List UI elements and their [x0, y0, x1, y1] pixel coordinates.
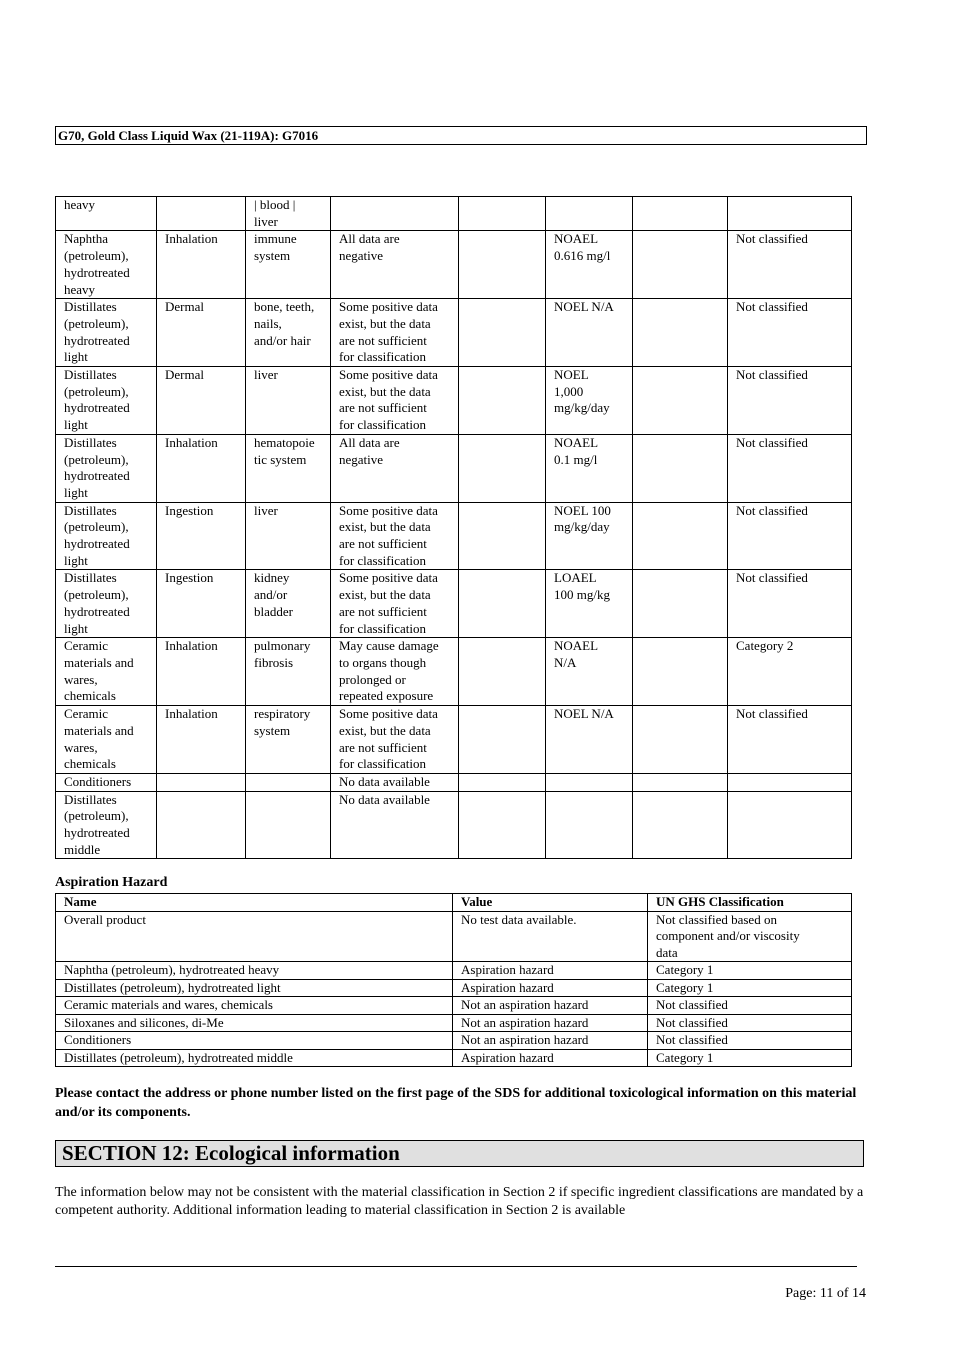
table-cell: liver — [246, 367, 331, 435]
table-cell: Aspiration hazard — [453, 962, 648, 980]
table-cell — [633, 706, 728, 774]
table-cell: hematopoie tic system — [246, 434, 331, 502]
table-cell — [459, 706, 546, 774]
table-cell: Inhalation — [157, 434, 246, 502]
table-row — [56, 1032, 852, 1050]
table-cell: Not classified — [728, 434, 852, 502]
table-cell: NOEL 1,000 mg/kg/day — [546, 367, 633, 435]
table-row — [56, 570, 852, 638]
table-cell — [459, 570, 546, 638]
table-cell — [546, 773, 633, 791]
table-cell — [728, 791, 852, 859]
table-cell: Ceramic materials and wares, chemicals — [56, 638, 157, 706]
table-cell: Conditioners — [56, 773, 157, 791]
table-cell: Not an aspiration hazard — [453, 1014, 648, 1032]
table-cell: Some positive data exist, but the data are not sufficient for classification — [331, 299, 459, 367]
contact-note: Please contact the address or phone number listed on the first page of the SDS for additional toxicological information on this material and/or its components. — [55, 1086, 857, 1120]
table-cell: Not classified based on component and/or viscosity data — [648, 911, 852, 962]
page-number: Page: 11 of 14 — [785, 1286, 866, 1301]
table-cell — [633, 502, 728, 570]
table-cell: Ceramic materials and wares, chemicals — [56, 997, 453, 1015]
table-cell — [157, 791, 246, 859]
footer-divider — [55, 1266, 857, 1267]
table-cell: Distillates (petroleum), hydrotreated middle — [56, 1049, 453, 1067]
table-cell: Not classified — [728, 231, 852, 299]
table-cell — [728, 197, 852, 231]
table-cell: pulmonary fibrosis — [246, 638, 331, 706]
table-cell: Ingestion — [157, 502, 246, 570]
table-cell: Not classified — [648, 1014, 852, 1032]
table-cell: NOAEL 0.616 mg/l — [546, 231, 633, 299]
table-cell — [246, 773, 331, 791]
table-cell: Inhalation — [157, 231, 246, 299]
table-cell — [459, 638, 546, 706]
table-cell: All data are negative — [331, 231, 459, 299]
table-cell — [633, 231, 728, 299]
table-row — [56, 502, 852, 570]
table-cell: Category 2 — [728, 638, 852, 706]
table-cell: Not classified — [728, 367, 852, 435]
table-cell: Aspiration hazard — [453, 1049, 648, 1067]
table-cell: Overall product — [56, 911, 453, 962]
table-cell: Distillates (petroleum), hydrotreated light — [56, 502, 157, 570]
table-cell — [633, 434, 728, 502]
table-row — [56, 638, 852, 706]
table-cell: Not an aspiration hazard — [453, 997, 648, 1015]
table-cell — [459, 502, 546, 570]
table-row — [56, 773, 852, 791]
table-row — [56, 367, 852, 435]
table-row — [56, 706, 852, 774]
table-cell: Ingestion — [157, 570, 246, 638]
table-cell: heavy — [56, 197, 157, 231]
table-cell — [546, 197, 633, 231]
table-row — [56, 299, 852, 367]
table-cell — [633, 773, 728, 791]
table-cell: Distillates (petroleum), hydrotreated light — [56, 570, 157, 638]
table-cell — [459, 434, 546, 502]
table-cell — [633, 570, 728, 638]
table-cell — [459, 299, 546, 367]
table-cell: Conditioners — [56, 1032, 453, 1050]
table-row — [56, 1014, 852, 1032]
table-row — [56, 962, 852, 980]
table-cell: NOEL N/A — [546, 299, 633, 367]
table-cell: Some positive data exist, but the data are not sufficient for classification — [331, 706, 459, 774]
table-cell: NOEL N/A — [546, 706, 633, 774]
table-cell: Distillates (petroleum), hydrotreated light — [56, 299, 157, 367]
table-cell: Not classified — [728, 299, 852, 367]
table-cell: kidney and/or bladder — [246, 570, 331, 638]
table-cell: Dermal — [157, 299, 246, 367]
table-cell: Some positive data exist, but the data are not sufficient for classification — [331, 502, 459, 570]
table-cell — [246, 791, 331, 859]
table-cell: LOAEL 100 mg/kg — [546, 570, 633, 638]
table-cell: liver — [246, 502, 331, 570]
table-cell: Not an aspiration hazard — [453, 1032, 648, 1050]
aspiration-header-row — [56, 894, 852, 912]
table-cell: May cause damage to organs though prolonged or repeated exposure — [331, 638, 459, 706]
table-cell — [633, 197, 728, 231]
table-cell — [157, 197, 246, 231]
table-cell — [459, 791, 546, 859]
table-cell: Not classified — [648, 997, 852, 1015]
table-cell: | blood | liver — [246, 197, 331, 231]
table-cell: Category 1 — [648, 962, 852, 980]
table-cell: Not classified — [728, 502, 852, 570]
table-row — [56, 911, 852, 962]
table-cell — [157, 773, 246, 791]
column-header-value: Value — [453, 894, 648, 912]
table-cell: Some positive data exist, but the data are not sufficient for classification — [331, 367, 459, 435]
table-cell: Not classified — [648, 1032, 852, 1050]
table-cell: Ceramic materials and wares, chemicals — [56, 706, 157, 774]
table-row — [56, 791, 852, 859]
table-cell — [633, 299, 728, 367]
aspiration-hazard-table — [55, 893, 852, 1067]
table-row — [56, 1049, 852, 1067]
table-cell — [633, 367, 728, 435]
table-row — [56, 997, 852, 1015]
table-cell: Some positive data exist, but the data are not sufficient for classification — [331, 570, 459, 638]
table-cell: NOEL 100 mg/kg/day — [546, 502, 633, 570]
table-cell: No data available — [331, 791, 459, 859]
table-cell — [728, 773, 852, 791]
table-row — [56, 197, 852, 231]
table-cell: Aspiration hazard — [453, 979, 648, 997]
column-header-classification: UN GHS Classification — [648, 894, 852, 912]
target-organ-toxicity-table — [55, 196, 852, 859]
table-cell — [331, 197, 459, 231]
table-cell: Siloxanes and silicones, di-Me — [56, 1014, 453, 1032]
table-cell: All data are negative — [331, 434, 459, 502]
table-cell: Distillates (petroleum), hydrotreated light — [56, 367, 157, 435]
table-cell: bone, teeth, nails, and/or hair — [246, 299, 331, 367]
document-header: G70, Gold Class Liquid Wax (21-119A): G7016 — [55, 126, 867, 145]
table-cell: Distillates (petroleum), hydrotreated light — [56, 979, 453, 997]
table-cell: immune system — [246, 231, 331, 299]
table-cell: No test data available. — [453, 911, 648, 962]
table-cell: Inhalation — [157, 638, 246, 706]
table-cell — [633, 791, 728, 859]
table-cell: Category 1 — [648, 979, 852, 997]
table-cell: Distillates (petroleum), hydrotreated light — [56, 434, 157, 502]
table-row — [56, 231, 852, 299]
table-cell — [633, 638, 728, 706]
table-cell: Category 1 — [648, 1049, 852, 1067]
section-12-heading: SECTION 12: Ecological information — [55, 1140, 864, 1167]
table-cell — [459, 773, 546, 791]
column-header-name: Name — [56, 894, 453, 912]
table-cell: No data available — [331, 773, 459, 791]
table-cell: respiratory system — [246, 706, 331, 774]
table-cell: Distillates (petroleum), hydrotreated middle — [56, 791, 157, 859]
table-cell — [459, 231, 546, 299]
section-12-intro: The information below may not be consistent with the material classification in Section 2 if specific ingredient classifications are mandated by a competent authority. Additional information leading to material classification in Section 2 is available — [55, 1185, 864, 1218]
table-row — [56, 434, 852, 502]
table-cell: Inhalation — [157, 706, 246, 774]
aspiration-hazard-title: Aspiration Hazard — [55, 875, 168, 890]
table-cell — [459, 367, 546, 435]
table-cell — [459, 197, 546, 231]
table-cell: Naphtha (petroleum), hydrotreated heavy — [56, 231, 157, 299]
table-cell: Naphtha (petroleum), hydrotreated heavy — [56, 962, 453, 980]
table-cell: NOAEL 0.1 mg/l — [546, 434, 633, 502]
table-cell: Not classified — [728, 706, 852, 774]
table-row — [56, 979, 852, 997]
table-cell: Not classified — [728, 570, 852, 638]
table-cell — [546, 791, 633, 859]
table-cell: NOAEL N/A — [546, 638, 633, 706]
table-cell: Dermal — [157, 367, 246, 435]
